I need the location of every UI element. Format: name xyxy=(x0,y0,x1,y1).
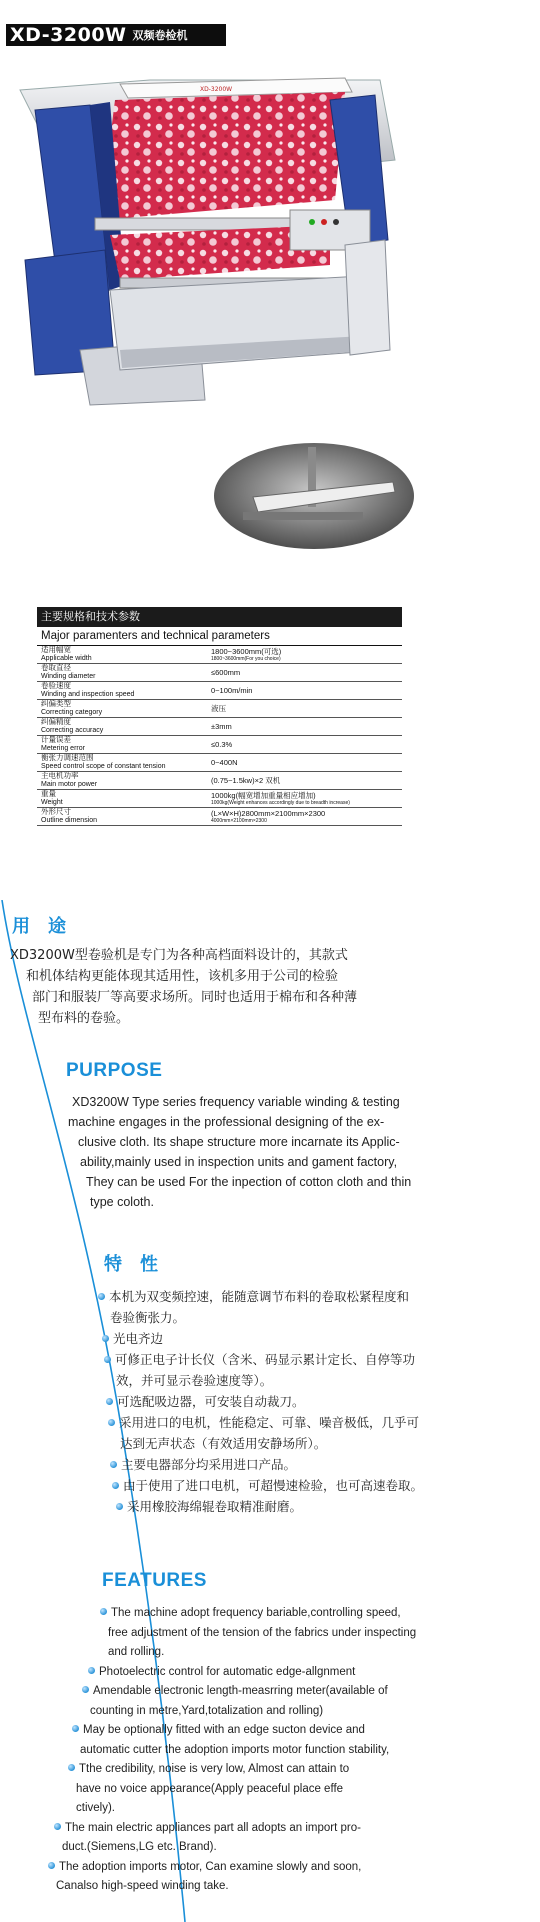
spec-value-main: 0~400N xyxy=(211,758,238,767)
bullet-icon xyxy=(112,1482,119,1489)
spec-label-cn: 外形尺寸 xyxy=(41,807,71,816)
feature-en-item-continued xyxy=(48,1877,416,1897)
spec-label-cn: 重量 xyxy=(41,789,56,798)
spec-value xyxy=(211,668,402,677)
spec-value-main: 1000kg(幅宽增加重量相应增加) xyxy=(211,791,316,800)
feature-en-text: have no voice appearance(Apply peaceful place effe xyxy=(76,1782,344,1795)
spec-value-main: ≤600mm xyxy=(211,668,241,677)
spec-value xyxy=(211,758,402,767)
feature-en-text: free adjustment of the tension of the fabrics under inspecting xyxy=(108,1626,417,1639)
purpose-paragraph xyxy=(68,1092,411,1212)
spec-row xyxy=(37,790,402,808)
spec-title-en: Major paramenters and technical parameters xyxy=(37,627,402,646)
spec-label xyxy=(37,700,211,717)
bullet-icon xyxy=(100,1608,107,1615)
spec-value xyxy=(211,647,402,662)
spec-label-en: Correcting accuracy xyxy=(41,726,104,734)
purpose-line: type coloth. xyxy=(90,1195,154,1209)
feature-en-text: and rolling. xyxy=(108,1646,165,1658)
bullet-icon xyxy=(110,1461,117,1468)
detail-inset-image xyxy=(213,442,415,550)
feature-cn-item-continued xyxy=(98,1433,423,1454)
purpose-line: They can be used For the inpection of cotton cloth and thin xyxy=(86,1175,412,1189)
feature-cn-text: 主要电器部分均采用进口产品。 xyxy=(121,1457,297,1472)
bullet-icon xyxy=(106,1398,113,1405)
feature-en-item-continued xyxy=(48,1741,416,1761)
spec-value-main: (0.75~1.5kw)×2 双机 xyxy=(211,776,281,785)
spec-row xyxy=(37,718,402,736)
feature-en-text: ctively). xyxy=(76,1802,115,1814)
spec-label xyxy=(37,790,211,807)
spec-value xyxy=(211,791,402,806)
spec-label-en: Winding diameter xyxy=(41,672,96,680)
feature-en-item xyxy=(48,1663,416,1683)
feature-en-item xyxy=(48,1721,416,1741)
spec-label-en: Speed control scope of constant tension xyxy=(41,762,166,770)
spec-title-cn: 主要规格和技术参数 xyxy=(37,607,402,627)
bullet-icon xyxy=(82,1686,89,1693)
features-en-heading: FEATURES xyxy=(102,1570,207,1591)
usage-line: 和机体结构更能体现其适用性，该机多用于公司的检验 xyxy=(26,969,339,984)
feature-cn-item xyxy=(98,1496,423,1517)
feature-en-item xyxy=(48,1858,416,1878)
spec-label-en: Winding and inspection speed xyxy=(41,690,135,698)
spec-row xyxy=(37,736,402,754)
spec-value xyxy=(211,776,402,785)
feature-en-item xyxy=(48,1682,416,1702)
purpose-line: ability,mainly used in inspection units and gament factory, xyxy=(80,1155,398,1169)
spec-label-en: Correcting category xyxy=(41,708,103,716)
feature-en-text: Tthe credibility, noise is very low, Almost can attain to xyxy=(79,1763,350,1775)
spec-label-en: Applicable width xyxy=(41,654,92,662)
feature-en-text: Canalso high-speed winding take. xyxy=(56,1880,229,1892)
spec-value-note: 1000kg(Weight enhances accordingly due to breadth increase) xyxy=(211,800,350,806)
feature-en-text: The machine adopt frequency bariable,controlling speed, xyxy=(111,1607,401,1619)
feature-en-item-continued xyxy=(48,1702,416,1722)
spec-label-cn: 卷验速度 xyxy=(41,681,71,690)
spec-value-note: 1800~3600mm(For you choice) xyxy=(211,656,281,662)
feature-cn-text: 光电齐边 xyxy=(113,1331,164,1346)
feature-cn-item xyxy=(98,1475,423,1496)
spec-table xyxy=(37,607,402,826)
feature-cn-item xyxy=(98,1286,423,1307)
spec-row xyxy=(37,754,402,772)
feature-cn-item-continued xyxy=(98,1307,423,1328)
spec-label-cn: 纠偏精度 xyxy=(41,717,71,726)
chinese-title: 双频卷检机 xyxy=(132,29,188,42)
feature-en-text: May be optionally fitted with an edge sucton device and xyxy=(83,1724,365,1736)
spec-label-cn: 纠偏类型 xyxy=(41,699,71,708)
spec-value xyxy=(211,740,402,749)
feature-cn-item xyxy=(98,1349,423,1370)
machine-image xyxy=(0,50,440,450)
feature-en-item-continued xyxy=(48,1624,416,1644)
feature-cn-text: 达到无声状态（有效适用安静场所）。 xyxy=(120,1436,327,1451)
feature-cn-text: 采用橡胶海绵辊卷取精准耐磨。 xyxy=(127,1499,303,1514)
feature-en-item xyxy=(48,1604,416,1624)
spec-label xyxy=(37,664,211,681)
usage-line: 型布料的卷验。 xyxy=(38,1011,130,1026)
feature-cn-item xyxy=(98,1391,423,1412)
spec-label-en: Metering error xyxy=(41,744,85,752)
spec-label-cn: 适用幅宽 xyxy=(41,645,71,654)
spec-value-main: ±3mm xyxy=(211,722,232,731)
bullet-icon xyxy=(68,1764,75,1771)
features-cn-heading: 特 性 xyxy=(104,1254,158,1275)
spec-label-en: Outline dimension xyxy=(41,816,98,824)
feature-cn-item xyxy=(98,1412,423,1433)
purpose-line: XD3200W Type series frequency variable winding & testing xyxy=(72,1095,400,1109)
spec-row xyxy=(37,682,402,700)
usage-heading: 用 途 xyxy=(12,916,66,937)
model-title: XD-3200W xyxy=(10,24,127,46)
feature-cn-item-continued xyxy=(98,1370,423,1391)
spec-value-main: ≤0.3% xyxy=(211,740,233,749)
feature-en-item xyxy=(48,1760,416,1780)
feature-en-item xyxy=(48,1819,416,1839)
spec-value xyxy=(211,704,402,713)
spec-value-note: 4000mm×2100mm×2300 xyxy=(211,818,267,824)
feature-en-item-continued xyxy=(48,1643,416,1663)
spec-row xyxy=(37,700,402,718)
bullet-icon xyxy=(48,1862,55,1869)
feature-en-text: The main electric appliances part all adopts an import pro- xyxy=(65,1821,361,1834)
bullet-icon xyxy=(108,1419,115,1426)
spec-value xyxy=(211,722,402,731)
usage-line: XD3200W型卷验机是专门为各种高档面料设计的，其款式 xyxy=(10,948,348,963)
spec-label-cn: 卷取直径 xyxy=(41,663,71,672)
spec-row xyxy=(37,664,402,682)
bullet-icon xyxy=(72,1725,79,1732)
feature-cn-text: 可选配吸边器，可安装自动裁刀。 xyxy=(117,1394,305,1409)
spec-label xyxy=(37,736,211,753)
spec-value-main: 0~100m/min xyxy=(211,686,253,695)
spec-row xyxy=(37,808,402,826)
spec-label xyxy=(37,772,211,789)
feature-en-text: Photoelectric control for automatic edge-allgnment xyxy=(99,1665,356,1678)
feature-en-text: counting in metre,Yard,totalization and rolling) xyxy=(90,1704,324,1717)
spec-label xyxy=(37,718,211,735)
bullet-icon xyxy=(98,1293,105,1300)
features-cn-list xyxy=(98,1286,423,1517)
feature-en-text: The adoption imports motor, Can examine slowly and soon, xyxy=(59,1860,362,1873)
feature-cn-text: 卷验衡张力。 xyxy=(110,1310,186,1325)
bullet-icon xyxy=(116,1503,123,1510)
spec-label-en: Main motor power xyxy=(41,780,98,788)
feature-en-item-continued xyxy=(48,1780,416,1800)
spec-value xyxy=(211,686,402,695)
usage-line: 部门和服装厂等高要求场所。同时也适用于棉布和各种薄 xyxy=(32,990,358,1005)
feature-cn-text: 效，并可显示卷验速度等）。 xyxy=(116,1373,273,1388)
feature-en-item-continued xyxy=(48,1838,416,1858)
spec-label xyxy=(37,808,211,825)
purpose-line: machine engages in the professional designing of the ex- xyxy=(68,1115,385,1129)
feature-en-text: Amendable electronic length-measrring meter(available of xyxy=(93,1685,388,1697)
spec-value-main: (L×W×H)2800mm×2100mm×2300 xyxy=(211,809,326,818)
title-bar xyxy=(6,24,226,46)
purpose-heading: PURPOSE xyxy=(66,1060,163,1081)
spec-label xyxy=(37,646,211,663)
feature-en-text: automatic cutter the adoption imports motor function stability, xyxy=(80,1743,390,1756)
purpose-line: clusive cloth. Its shape structure more incarnate its Applic- xyxy=(78,1135,400,1149)
feature-cn-text: 可修正电子计长仪（含米、码显示累计定长、自停等功 xyxy=(115,1352,416,1367)
spec-label-en: Weight xyxy=(41,798,63,806)
spec-label-cn: 计量误差 xyxy=(41,735,71,744)
feature-cn-item xyxy=(98,1454,423,1475)
spec-value-main: 1800~3600mm(可选) xyxy=(211,647,282,656)
features-en-list xyxy=(48,1604,416,1897)
usage-paragraph xyxy=(10,945,357,1029)
spec-label xyxy=(37,682,211,699)
spec-label-cn: 衡张力调速范围 xyxy=(41,753,94,762)
feature-cn-text: 本机为双变频控速，能随意调节布料的卷取松紧程度和 xyxy=(109,1289,410,1304)
feature-cn-text: 采用进口的电机，性能稳定、可靠、噪音极低，几乎可 xyxy=(119,1415,420,1430)
feature-en-text: duct.(Siemens,LG etc. Brand). xyxy=(62,1841,217,1853)
spec-label-cn: 主电机功率 xyxy=(41,771,79,780)
spec-row xyxy=(37,646,402,664)
feature-cn-text: 由于使用了进口电机，可超慢速检验，也可高速卷取。 xyxy=(123,1478,424,1493)
spec-value xyxy=(211,809,402,824)
feature-en-item-continued xyxy=(48,1799,416,1819)
bullet-icon xyxy=(88,1667,95,1674)
bullet-icon xyxy=(102,1335,109,1342)
spec-label xyxy=(37,754,211,771)
machine-plate: XD-3200W xyxy=(200,86,233,93)
feature-cn-item xyxy=(98,1328,423,1349)
bullet-icon xyxy=(104,1356,111,1363)
bullet-icon xyxy=(54,1823,61,1830)
spec-value-main: 液压 xyxy=(211,704,226,713)
spec-row xyxy=(37,772,402,790)
